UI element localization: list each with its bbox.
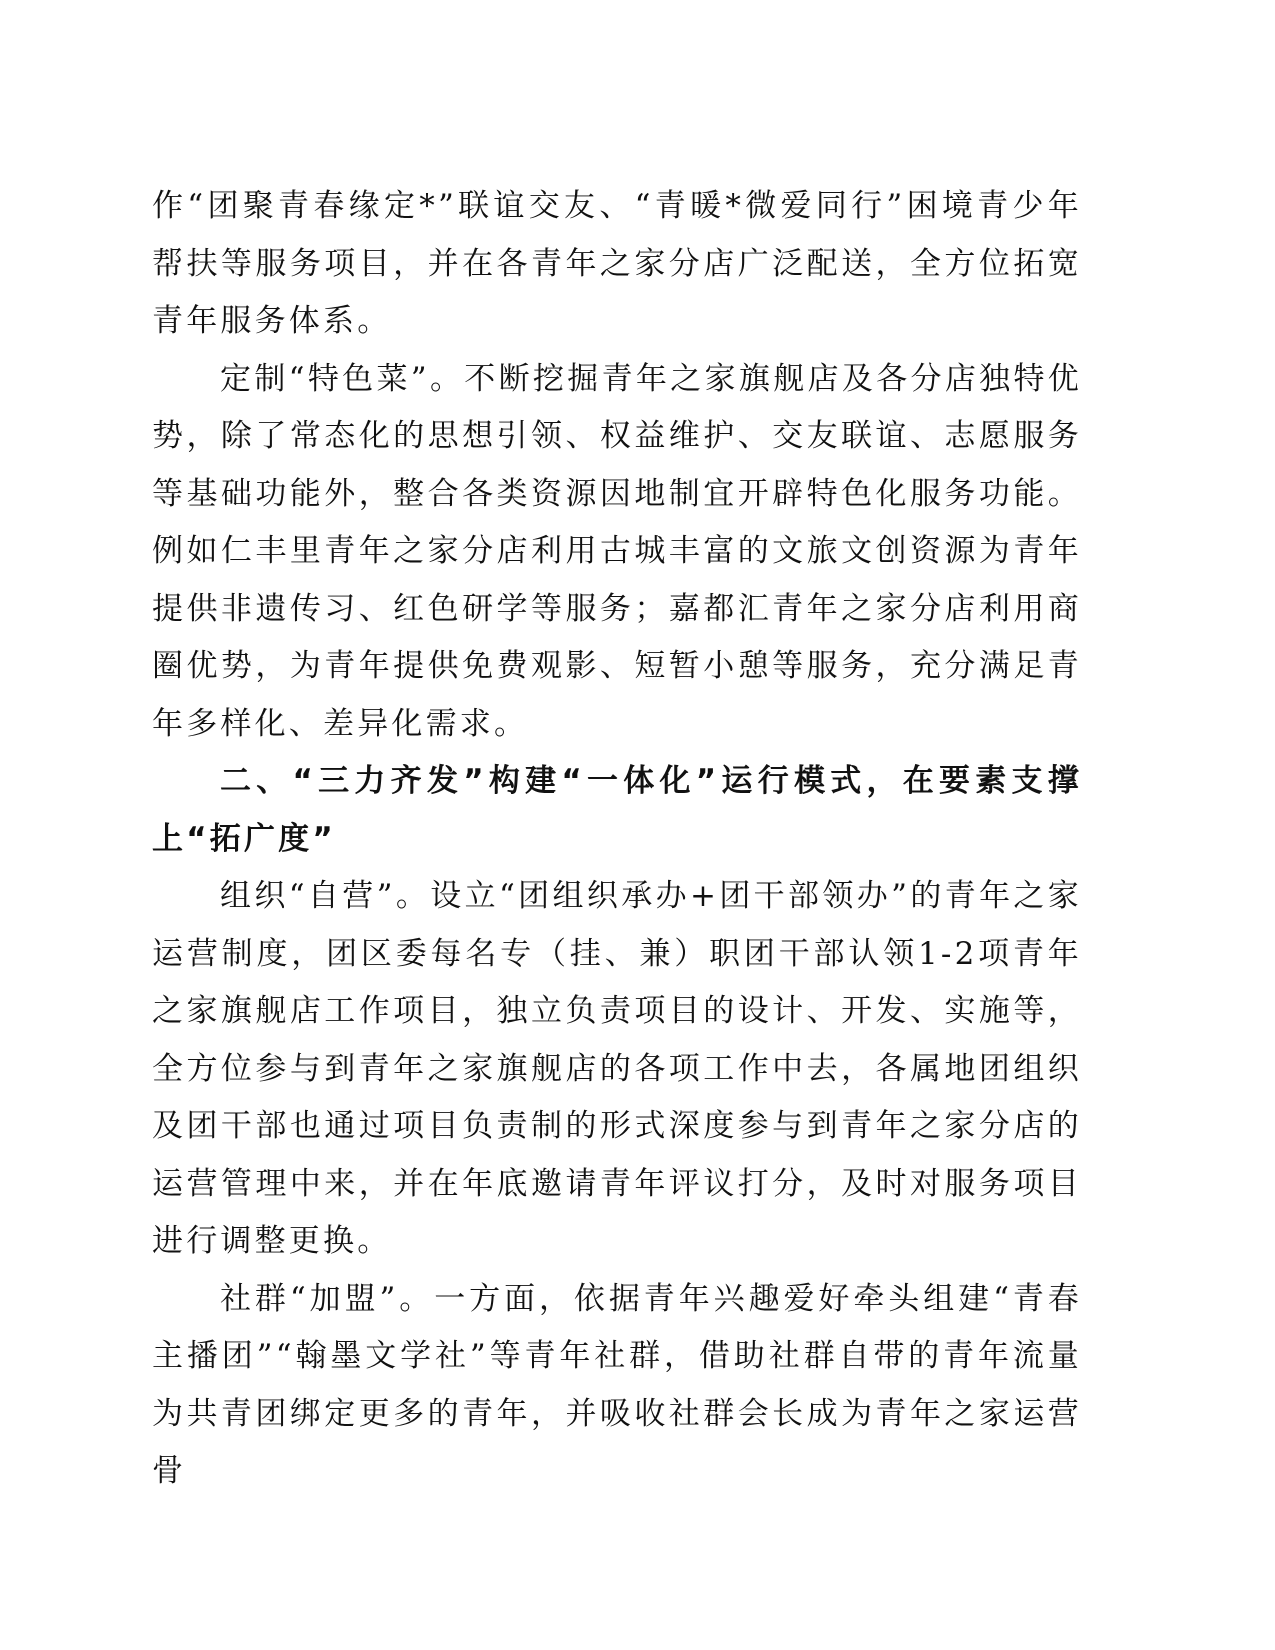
paragraph-self-operated: 组织“自营”。设立“团组织承办+团干部领办”的青年之家运营制度，团区委每名专（挂、兼）职团干部认领1-2项青年之家旗舰店工作项目，独立负责项目的设计、开发、实施等，全方位参与到青年之家旗舰店的各项工作中去，各属地团组织及团干部也通过项目负责制的形式深度参与到青年之家分店的运营管理中来，并在年底邀请青年评议打分，及时对服务项目进行调整更换。 xyxy=(152,878,1082,1259)
paragraph-continuation: 作“团聚青春缘定*”联谊交友、“青暖*微爱同行”困境青少年帮扶等服务项目，并在各青年之家分店广泛配送，全方位拓宽青年服务体系。 xyxy=(152,188,1082,339)
section-heading-two: 二、“三力齐发”构建“一体化”运行模式，在要素支撑上“拓广度” xyxy=(152,763,1082,857)
document-body xyxy=(152,178,1082,1501)
paragraph-community-alliance: 社群“加盟”。一方面，依据青年兴趣爱好牵头组建“青春主播团”“翰墨文学社”等青年社群，借助社群自带的青年流量为共青团绑定更多的青年，并吸收社群会长成为青年之家运营骨 xyxy=(152,1280,1082,1489)
paragraph-custom-specialty: 定制“特色菜”。不断挖掘青年之家旗舰店及各分店独特优势，除了常态化的思想引领、权益维护、交友联谊、志愿服务等基础功能外，整合各类资源因地制宜开辟特色化服务功能。例如仁丰里青年之家分店利用古城丰富的文旅文创资源为青年提供非遗传习、红色研学等服务；嘉都汇青年之家分店利用商圈优势，为青年提供免费观影、短暂小憩等服务，充分满足青年多样化、差异化需求。 xyxy=(152,360,1082,742)
